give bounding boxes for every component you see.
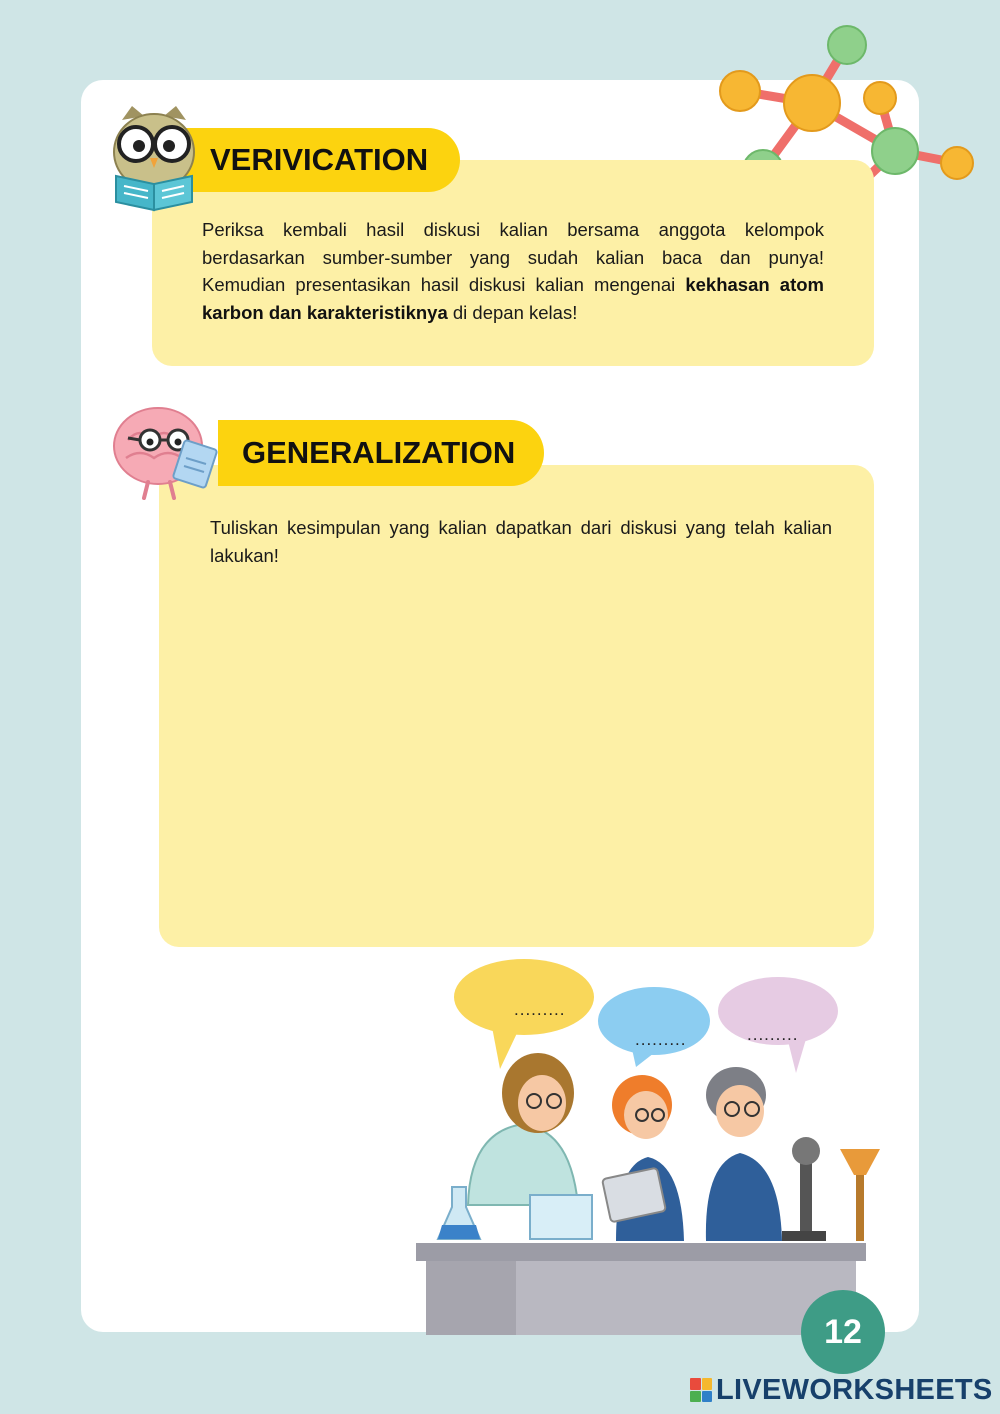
scientists-lab-illustration xyxy=(410,955,900,1335)
liveworksheets-logo[interactable] xyxy=(690,1373,993,1407)
speech-bubble-3-text: ......... xyxy=(747,1025,799,1044)
verification-highlight: kekhasan atom karbon dan karakteristiknya xyxy=(202,274,824,323)
verification-text: Periksa kembali hasil diskusi kalian bersama anggota kelompok berdasarkan sumber-sumber yang sudah kalian baca dan punya! Kemudian presentasikan hasil diskusi kalian mengenai xyxy=(202,219,824,295)
liveworksheets-logo-text: LIVEWORKSHEETS xyxy=(716,1373,993,1406)
generalization-instructions: Tuliskan kesimpulan yang kalian dapatkan dari diskusi yang telah kalian lakukan! xyxy=(210,517,832,566)
owl-reading-icon xyxy=(106,102,202,214)
speech-bubble-2-text: ......... xyxy=(635,1030,687,1049)
brain-reading-icon xyxy=(108,400,232,502)
liveworksheets-logo-icon xyxy=(690,1378,712,1402)
verification-text-end: di depan kelas! xyxy=(447,301,578,323)
generalization-title: GENERALIZATION xyxy=(218,420,544,486)
speech-bubble-1-text: ......... xyxy=(514,1000,566,1019)
verification-instructions xyxy=(202,216,824,326)
verification-title: VERIVICATION xyxy=(186,128,460,192)
page-number-badge: 12 xyxy=(801,1290,885,1374)
